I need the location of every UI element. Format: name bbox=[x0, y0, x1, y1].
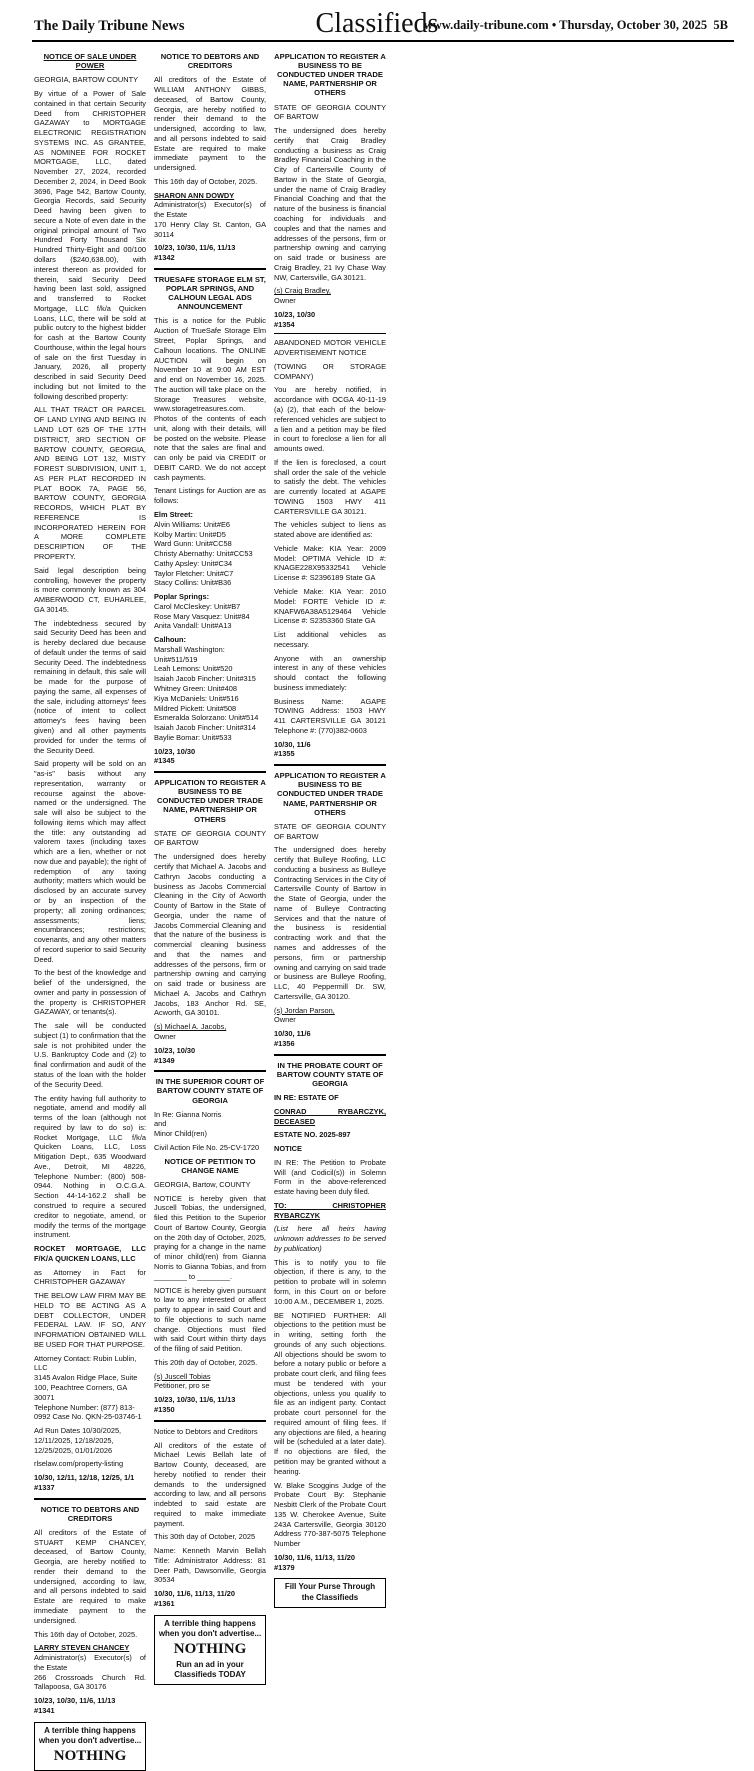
publish-dates: 10/30, 12/11, 12/18, 12/25, 1/1 bbox=[34, 1473, 135, 1483]
notice-number: #1354 bbox=[274, 319, 295, 329]
signer-role: Owner bbox=[274, 1015, 296, 1025]
notice-number: #1345 bbox=[154, 756, 175, 766]
notice-subtitle: NOTICE OF PETITION TO CHANGE NAME bbox=[164, 1156, 256, 1175]
notice-paragraph: (List here all heirs having unknown addresses to be served by publication) bbox=[274, 1224, 386, 1253]
notice-number: #1361 bbox=[154, 1598, 175, 1608]
publish-dates: 10/23, 10/30, 11/6, 11/13 bbox=[154, 243, 236, 253]
divider bbox=[274, 764, 386, 766]
notice-paragraph: THE BELOW LAW FIRM MAY BE HELD TO BE ACTING AS A DEBT COLLECTOR, UNDER FEDERAL LAW. IF SO, ANY INFORMATION OBTAINED WILL BE USED FOR THAT PURPOSE. bbox=[34, 1291, 146, 1349]
signer-name: (s) Michael A. Jacobs, bbox=[154, 1022, 227, 1032]
notice-paragraph: This is a notice for the Public Auction of TrueSafe Storage Elm Street, Poplar Springs, and Calhoun locations. The ONLINE AUCTION will begin on November 10 at 9:00 AM EST and end on November 16, 2025. The auction will take place on the Storage Treasures website, www.storagetreasures.com. Photos of the contents of each unit, along with their details, will be posted on the website. Please note that the sales are final and can only be paid via CREDIT or DEBIT CARD. We do not accept cash payments. bbox=[154, 316, 266, 482]
paper-name: The Daily Tribune News bbox=[34, 18, 185, 34]
notice-paragraph: NOTICE is hereby given pursuant to law to any interested or affect party to appear in said Court and to file objections to such name change. Objections must filed with said Court within thirty days of the filing of said Petition. bbox=[154, 1285, 266, 1354]
column-1 bbox=[34, 48, 146, 1764]
divider bbox=[154, 268, 266, 270]
column-3 bbox=[274, 48, 386, 1602]
signer-address: 266 Crossroads Church Rd. Tallapoosa, GA 30176 bbox=[34, 1672, 146, 1692]
notice-paragraph: If the lien is foreclosed, a court shall order the sale of the vehicle to satisfy the debt. The vehicles are currently located at AGAPE TOWING 1503 HWY 411 CARTERSVILLE GA 30121. bbox=[274, 457, 386, 516]
notice-paragraph: ALL THAT TRACT OR PARCEL OF LAND LYING AND BEING IN LAND LOT 625 OF THE 17TH DISTRICT, 3RD SECTION OF BARTOW COUNTY, GEORGIA, AND BEING LOT 132, MISTY FOREST SUBDIVISION, UNIT 1, AS PER PLAT RECORDED IN PLAT BOOK 7A, PAGE 56, BARTOW COUNTY, GEORGIA RECORDS, WHICH PLAT BY REFERENCE IS INCORPORATED HEREIN FOR A MORE COMPLETE DESCRIPTION OF THE PROPERTY. bbox=[34, 405, 146, 561]
notice-number: #1337 bbox=[34, 1482, 55, 1492]
signer-role: Owner bbox=[274, 296, 296, 306]
notice-number: #1355 bbox=[274, 749, 295, 759]
notice-paragraph: The entity having full authority to negotiate, amend and modify all terms of the loan (although not required by law to do so) is: Rocket Mortgage, LLC f/k/a Quicken Loans, LLC, Loss Mitigation Dept., 635 Woodward Ave., Detroit, MI 48226, Telephone Number: (800) 508-0944. Nothing in O.C.G.A. Section 44-14-162.2 shall be construed to require a secured creditor to negotiate, amend, or modify the terms of the mortgage instrument. bbox=[34, 1093, 146, 1240]
notice-paragraph: IN RE: The Petition to Probate Will (and Codicil(s)) in Solemn Form in the above-referenced estate having been duly filed. bbox=[274, 1157, 386, 1197]
notice-paragraph: All creditors of the estate of Michael Lewis Bellah late of Bartow County, deceased, are hereby notified to render their demands to the undersigned according to law, and all persons indebted to said estate are required to make immediate payment. bbox=[154, 1440, 266, 1528]
attorney-contact: Attorney Contact: Rubin Lublin, LLC bbox=[34, 1353, 137, 1373]
estate-name: CONRAD RYBARCZYK, DECEASED bbox=[274, 1106, 386, 1126]
notice-paragraph: This is to notify you to file objection, if there is any, to the petition to probate will in solemn form, in this Court on or before 10:00 A.M., DECEMBER 1, 2025. bbox=[274, 1257, 386, 1306]
publish-dates: 10/30, 11/6 bbox=[274, 739, 311, 749]
publish-dates: 10/30, 11/6, 11/13, 11/20 bbox=[154, 1589, 235, 1599]
case-number: Civil Action File No. 25-CV-1720 bbox=[154, 1142, 260, 1152]
publish-dates: 10/30, 11/6 bbox=[274, 1029, 311, 1039]
notice-paragraph: The vehicles subject to liens as stated above are identified as: bbox=[274, 520, 386, 540]
notice-title: NOTICE TO DEBTORS AND CREDITORS bbox=[40, 1504, 140, 1523]
publish-dates: 10/23, 10/30, 11/6, 11/13 bbox=[154, 1395, 236, 1405]
run-dates: Ad Run Dates 10/30/2025, 12/11/2025, 12/18/2025, 12/25/2025, 01/01/2026 bbox=[34, 1426, 122, 1455]
notice-paragraph: To the best of the knowledge and belief of the undersigned, the owner and party in possession of the property is CHRISTOPHER GAZAWAY, or tenants(s). bbox=[34, 968, 146, 1017]
notice-paragraph: Name: Kenneth Marvin Bellah Title: Administrator Address: 81 Deer Path, Dawsonville, Georgia 30534 bbox=[154, 1546, 266, 1585]
header-rule bbox=[32, 40, 734, 42]
section-title: Classifieds bbox=[315, 8, 439, 39]
notice-title: IN THE PROBATE COURT OF BARTOW COUNTY STATE OF GEORGIA bbox=[276, 1060, 384, 1088]
notice-title: APPLICATION TO REGISTER A BUSINESS TO BE CONDUCTED UNDER TRADE NAME, PARTNERSHIP OR OTHERS bbox=[274, 771, 386, 817]
publish-dates: 10/23, 10/30, 11/6, 11/13 bbox=[34, 1696, 116, 1706]
page-number: 5B bbox=[713, 18, 728, 32]
notice-date: This 16th day of October, 2025. bbox=[34, 1629, 138, 1639]
signer-role: Administrator(s) Executor(s) of the Estate bbox=[34, 1653, 146, 1672]
notice-subtitle: NOTICE bbox=[274, 1144, 302, 1154]
tenant-list: Marshall Washington: Unit#511/519 Leah Lemons: Unit#520 Isaiah Jacob Fincher: Unit#315 Whitney Green: Unit#408 Kiya McDaniels: Unit#516 Mildred Pickett: Unit#508 Esmeralda Solorzano: Unit#514 Isaiah Jacob Fincher: Unit#314 Baylie Bomar: Unit#533 bbox=[154, 644, 259, 742]
case-and: and bbox=[154, 1119, 167, 1129]
notice-paragraph: BE NOTIFIED FURTHER: All objections to the petition must be in writing, setting forth the grounds of any such objections. All objections should be sworn to before a notary public or before a probate court clerk, and filing fees must be tendered with your objections, unless you qualify to file as an indigent party. Contact probate court personnel for the required amount of filing fees. If any objections are filed, a hearing will be (scheduled at a later date). If no objections are filed, the petition may be granted without a hearing. bbox=[274, 1310, 386, 1476]
notice-county: GEORGIA, Bartow, COUNTY bbox=[154, 1179, 251, 1189]
divider bbox=[154, 1070, 266, 1072]
notice-title: NOTICE OF SALE UNDER POWER bbox=[43, 52, 137, 71]
notice-paragraph: Said legal description being controlling, however the property is more commonly known as 304 AMBERWOOD CT, EUHARLEE, GA 30145. bbox=[34, 565, 146, 614]
signer-name: (s) Craig Bradley, bbox=[274, 286, 331, 296]
masthead bbox=[0, 0, 754, 46]
signer-role: Petitioner, pro se bbox=[154, 1381, 210, 1391]
notice-title: ABANDONED MOTOR VEHICLE ADVERTISEMENT NOTICE bbox=[274, 338, 386, 358]
publish-dates: 10/23, 10/30 bbox=[154, 746, 196, 756]
tenant-list: Carol McCleskey: Unit#B7 Rose Mary Vasquez: Unit#84 Anita Vandall: Unit#A13 bbox=[154, 601, 250, 631]
location-heading: Poplar Springs: bbox=[154, 592, 210, 602]
notice-date: This 16th day of October, 2025. bbox=[154, 176, 258, 186]
classifieds-ad: Fill Your Purse Through the Classifieds bbox=[274, 1578, 386, 1607]
notice-paragraph: The sale will be conducted subject (1) to confirmation that the sale is not prohibited under the U.S. Bankruptcy Code and (2) to final confirmation and audit of the status of the loan with the holder of the Security Deed. bbox=[34, 1021, 146, 1089]
notice-paragraph: By virtue of a Power of Sale contained in that certain Security Deed from CHRISTOPHER GAZAWAY to MORTGAGE ELECTRONIC REGISTRATION SYSTEMS INC. AS GRANTEE, AS NOMINEE FOR ROCKET MORTGAGE, LLC, dated November 27, 2024, recorded December 2, 2024, in Deed Book 3696, Page 542, Bartow County, Georgia Records, said Security Deed having been given to secure a Note of even date in the original principal amount of Two Hundred Forty Thousand Six Hundred Thirty-Eight and 00/100 dollars ($240,638.00), with interest thereon as provided for therein, said Security Deed having been last sold, assigned and transferred to Rocket Mortgage, LLC f/k/a Quicken Loans, LLC, there will be sold at public outcry to the highest bidder for cash at the Bartow County Courthouse, within the legal hours of sale on the first Tuesday in January, 2026, all property described in said Security Deed including but not limited to the following described property: bbox=[34, 88, 146, 401]
lender-name: ROCKET MORTGAGE, LLC F/K/A QUICKEN LOANS, LLC bbox=[34, 1244, 146, 1263]
notice-paragraph: The undersigned does hereby certify that Michael A. Jacobs and Cathryn Jacobs conducting a business as Jacobs Commercial Cleaning in the City of Acworth County of Bartow in the State of Georgia, under the name of Jacobs Commercial Cleaning and that the nature of the business is commercial cleaning business and that the names and addresses of the persons, firm or partnership owning and carrying on said trade or business are Michael A. Jacobs and Cathryn Jacobs, 183 Anchor Rd. SE, Acworth, GA 30101. bbox=[154, 852, 266, 1018]
estate-number: ESTATE NO. 2025-897 bbox=[274, 1130, 351, 1140]
column-2 bbox=[154, 48, 266, 1680]
business-contact: Business Name: AGAPE TOWING Address: 1503 HWY 411 CARTERSVILLE GA 30121 Telephone #: (770)382-0603 bbox=[274, 696, 386, 735]
notice-paragraph: Said property will be sold on an "as-is" basis without any representation, warranty or recourse against the above-named or the undersigned. The sale will also be subject to the following items which may affect the title: any outstanding ad valorem taxes (including taxes which are a lien, whether or not now due and payable); the right of redemption of any taxing authority; matters which would be disclosed by an accurate survey or by an inspection of the property; all zoning ordinances; assessments; liens; encumbrances; restrictions; covenants, and any other matters of record superior to said Security Deed. bbox=[34, 759, 146, 964]
divider bbox=[34, 1498, 146, 1500]
vehicle-entry: Vehicle Make: KIA Year: 2010 Model: FORTE Vehicle ID #: KNAFW6A38A5129464 Vehicle License #: S2353360 State GA bbox=[274, 587, 386, 626]
estate-label: IN RE: ESTATE OF bbox=[274, 1092, 339, 1102]
notice-county: GEORGIA, BARTOW COUNTY bbox=[34, 75, 139, 85]
notice-title: Notice to Debtors and Creditors bbox=[154, 1426, 258, 1436]
notice-paragraph: All creditors of the Estate of WILLIAM ANTHONY GIBBS, deceased, of Bartow County, Georgia, are hereby notified to render their demand to the undersigned, according to law, and all persons indebted to said Estate are required to make immediate payment to the undersigned. bbox=[154, 75, 266, 173]
notice-paragraph: Anyone with an ownership interest in any of these vehicles should contact the following business immediately: bbox=[274, 653, 386, 692]
notice-number: #1379 bbox=[274, 1562, 295, 1572]
signer-role: Administrator(s) Executor(s) of the Estate bbox=[154, 200, 266, 220]
publish-dates: 10/23, 10/30 bbox=[274, 309, 316, 319]
notice-paragraph: STATE OF GEORGIA COUNTY OF BARTOW bbox=[274, 102, 386, 122]
signer-name: SHARON ANN DOWDY bbox=[154, 190, 235, 200]
header-date-line: www.daily-tribune.com • Thursday, October 30, 2025 5B bbox=[423, 18, 728, 32]
divider bbox=[274, 1054, 386, 1056]
lender-role: as Attorney in Fact for CHRISTOPHER GAZAWAY bbox=[34, 1267, 146, 1287]
divider bbox=[154, 771, 266, 773]
signer-role: Owner bbox=[154, 1031, 176, 1041]
divider bbox=[274, 333, 386, 334]
advertise-ad: A terrible thing happens when you don't advertise... NOTHING bbox=[34, 1722, 146, 1771]
notice-number: #1350 bbox=[154, 1404, 175, 1414]
publish-dates: 10/23, 10/30 bbox=[154, 1045, 196, 1055]
signer-name: (s) Jordan Parson, bbox=[274, 1005, 335, 1015]
case-minor: Minor Child(ren) bbox=[154, 1129, 207, 1139]
notice-date: This 20th day of October, 2025. bbox=[154, 1357, 258, 1367]
notice-paragraph: The undersigned does hereby certify that Bulleye Roofing, LLC conducting a business as Bulleye Contracting Services in the City of Cartersville County of Bartow in the State of Georgia, under the name of Bulleye Contracting Services and that the nature of the business is residential contracting work and that the names and addresses of the persons, firm or partnership owning and carrying on said trade or business are Bulleye Roofing, LLC, 40 Peppermill Dr. SW, Cartersville, GA 30120. bbox=[274, 845, 386, 1001]
divider bbox=[154, 1420, 266, 1422]
notice-number: #1342 bbox=[154, 253, 175, 263]
advertise-ad: A terrible thing happens when you don't advertise... NOTHING Run an ad in your Classifieds TODAY bbox=[154, 1615, 266, 1685]
notice-date: This 30th day of October, 2025 bbox=[154, 1532, 256, 1542]
signer-name: LARRY STEVEN CHANCEY bbox=[34, 1643, 130, 1653]
notice-paragraph: Tenant Listings for Auction are as follows: bbox=[154, 486, 266, 506]
notice-paragraph: The indebtedness secured by said Security Deed has been and is hereby declared due because of default under the terms of said Security Deed. The indebtedness remaining in default, this sale will be made for the purpose of paying the same, all expenses of the sale, including attorneys' fees (notice of intent to collect attorney's fees having been given) and all other payments provided for under the terms of the Security Deed. bbox=[34, 618, 146, 755]
notice-paragraph: All creditors of the Estate of STUART KEMP CHANCEY, deceased, of Bartow County, Georgia, are hereby notified to render their demand to the undersigned, according to law, and all persons indebted to said Estate are required to make immediate payment to the undersigned. bbox=[34, 1527, 146, 1625]
notice-title: NOTICE TO DEBTORS AND CREDITORS bbox=[160, 52, 260, 71]
notice-subtitle: (TOWING OR STORAGE COMPANY) bbox=[274, 361, 386, 381]
case-party: In Re: Gianna Norris bbox=[154, 1109, 222, 1119]
notice-number: #1341 bbox=[34, 1705, 55, 1715]
notice-number: #1356 bbox=[274, 1038, 295, 1048]
location-heading: Calhoun: bbox=[154, 635, 187, 645]
notice-paragraph: STATE OF GEORGIA COUNTY OF BARTOW bbox=[154, 828, 266, 848]
attorney-address: 3145 Avalon Ridge Place, Suite 100, Peachtree Corners, GA 30071 bbox=[34, 1373, 138, 1402]
signer-name: (s) Juscell Tobias bbox=[154, 1371, 211, 1381]
notice-paragraph: List additional vehicles as necessary. bbox=[274, 630, 386, 649]
location-heading: Elm Street: bbox=[154, 509, 194, 519]
notice-paragraph: You are hereby notified, in accordance with OCGA 40-11-19 (a) (2), that each of the below-referenced vehicles are subject to a lien and a petition may be filed in court to foreclose a lien for all amounts owed. bbox=[274, 385, 386, 454]
website: rlselaw.com/property-listing bbox=[34, 1459, 124, 1469]
notice-paragraph: NOTICE is hereby given that Juscell Tobias, the undersigned, filed this Petition to the Superior Court of Bartow County, Georgia on the 20th day of October, 2025, praying for a change in the name of minor child(ren) from Gianna Norris to Gianna Tobias, and from ________ to ________. bbox=[154, 1193, 266, 1281]
notice-paragraph: STATE OF GEORGIA COUNTY OF BARTOW bbox=[274, 821, 386, 841]
signer-address: 170 Henry Clay St. Canton, GA 30114 bbox=[154, 219, 266, 239]
notice-title: APPLICATION TO REGISTER A BUSINESS TO BE CONDUCTED UNDER TRADE NAME, PARTNERSHIP OR OTHERS bbox=[154, 778, 266, 824]
tenant-list: Alvin Williams: Unit#E6 Kolby Martin: Unit#D5 Ward Gunn: Unit#CC58 Christy Abernathy: Unit#CC53 Cathy Apsley: Unit#C34 Taylor Fletcher: Unit#C7 Stacy Collins: Unit#B36 bbox=[154, 519, 253, 588]
publish-dates: 10/30, 11/6, 11/13, 11/20 bbox=[274, 1552, 355, 1562]
vehicle-entry: Vehicle Make: KIA Year: 2009 Model: OPTIMA Vehicle ID #: KNAGE228X95332541 Vehicle License #: S2396189 State GA bbox=[274, 543, 386, 583]
notice-title: APPLICATION TO REGISTER A BUSINESS TO BE CONDUCTED UNDER TRADE NAME, PARTNERSHIP OR OTHERS bbox=[274, 52, 386, 98]
judge-block: W. Blake Scoggins Judge of the Probate Court By: Stephanie Nesbitt Clerk of the Probate Court 135 W. Cherokee Avenue, Suite 243A Cartersville, Georgia 30120 Address 770-387-5075 Telephone Number bbox=[274, 1480, 386, 1549]
notice-title: IN THE SUPERIOR COURT OF BARTOW COUNTY STATE OF GEORGIA bbox=[155, 1077, 265, 1105]
notice-recipient: TO: CHRISTOPHER RYBARCZYK bbox=[274, 1200, 386, 1220]
notice-number: #1349 bbox=[154, 1055, 175, 1065]
notice-title: TRUESAFE STORAGE ELM ST, POPLAR SPRINGS, AND CALHOUN LEGAL ADS ANNOUNCEMENT bbox=[154, 275, 266, 312]
attorney-phone: Telephone Number: (877) 813-0992 Case No. QKN-25-03746-1 bbox=[34, 1402, 142, 1422]
notice-paragraph: The undersigned does hereby certify that Craig Bradley conducting a business as Craig Bradley Financial Coaching in the City of Cartersville County of Bartow in the State of Georgia, under the name of Craig Bradley Financial Coaching and that the nature of the business is financial coaching for individuals and couples and that the names and addresses of the persons, firm or partnership owning and carrying on said trade or business are Craig Bradley, 21 Ivy Chase Way NW, Cartersville, GA 30121. bbox=[274, 126, 386, 282]
